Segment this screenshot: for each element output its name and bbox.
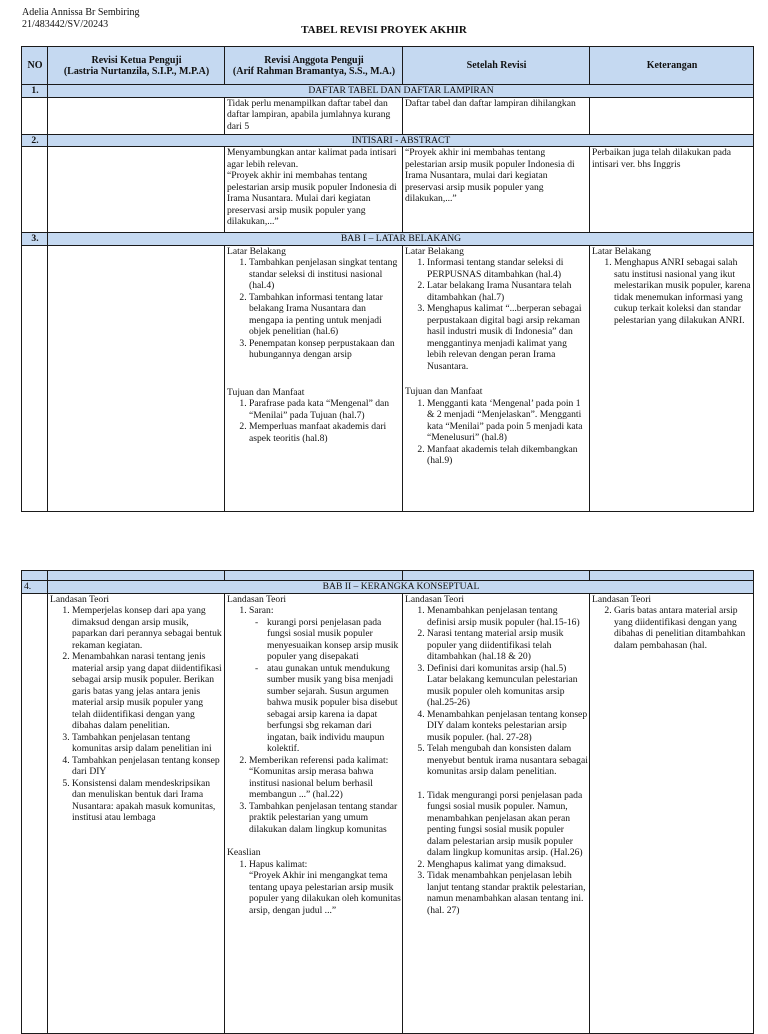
list-item: 2. Latar belakang Irama Nusantara telah ditambahkan (hal.7) (427, 280, 588, 303)
revision-table-part2 (21, 570, 754, 1034)
list-item: 5. Konsistensi dalam mendeskripsikan dan menuliskan bentuk dari Irama Nusantara: apakah masuk komunitas, institusi atau lembaga (72, 778, 223, 824)
hapus-quote: “Proyek Akhir ini mengangkat tema tentang upaya pelestarian arsip musik populer yang dilakukan oleh komunitas arsip, dengan judul ...” (249, 870, 401, 916)
section-number: 4. (22, 581, 48, 594)
header-keterangan: Keterangan (590, 47, 754, 85)
saran-list (249, 617, 401, 755)
list-item: 3. Tidak menambahkan penjelasan lebih lanjut tentang standar praktik pelestarian, namun menambahkan alasan tentang ini. (hal. 27) (427, 870, 588, 916)
anggota-cell (225, 245, 403, 511)
setelah-list-a (405, 605, 588, 778)
subheading: Tujuan dan Manfaat (227, 386, 305, 398)
section-title: INTISARI - ABSTRACT (48, 134, 754, 147)
section-number: 3. (22, 233, 48, 246)
saran-label: Saran: (249, 605, 274, 616)
keterangan-cell (590, 245, 754, 511)
setelah-cell: “Proyek akhir ini membahas tentang pelestarian arsip musik populer Indonesia di Irama Nusantara, mulai dari kegiatan preservasi arsip musik populer yang dilakukan,...” (403, 147, 590, 233)
ref-label: Memberikan referensi pada kalimat: (249, 754, 389, 766)
setelah-lb-list (405, 257, 588, 372)
list-item: 1. Menghapus ANRI sebagai salah satu institusi nasional yang ikut melestarikan musik populer, karena tidak menemukan informasi yang cukup terkait koleksi dan standar pelestarian yang dilakukan ANRI. (614, 257, 752, 326)
ketua-list (50, 605, 223, 824)
subheading: Tujuan dan Manfaat (405, 386, 483, 397)
keaslian-list (227, 859, 401, 917)
list-item: 3. Penempatan konsep perpustakaan dan hubungannya dengan arsip (249, 338, 401, 361)
list-item (249, 859, 401, 917)
setelah-cell (403, 245, 590, 511)
table-header-row (22, 47, 754, 85)
list-item: 1. Menambahkan penjelasan tentang definisi arsip musik populer (hal.15-16) (427, 605, 588, 628)
anggota-lb-list (227, 257, 401, 361)
setelah-list-b (405, 790, 588, 917)
list-item: - kurangi porsi penjelasan pada fungsi sosial musik populer menyesuaikan konsep arsip musik populer yang disepakati (267, 617, 401, 663)
table-row (22, 147, 754, 233)
revision-table-part1 (21, 46, 754, 512)
table-row (22, 245, 754, 511)
ref-quote: “Komunitas arsip merasa bahwa institusi nasional belum berhasil membangun ...” (hal.22) (249, 766, 374, 800)
list-item: 2. Narasi tentang material arsip musik populer yang diidentifikasi telah ditambahkan (hal.18 & 20) (427, 628, 588, 663)
keterangan-list (592, 257, 752, 326)
setelah-cell (403, 593, 590, 1033)
list-item: 3. Definisi dari komunitas arsip (hal.5) Latar belakang kemunculan pelestarian musik populer oleh komunitas arsip (hal.25-26) (427, 663, 588, 709)
keterangan-cell (590, 593, 754, 1033)
list-item: 3. Tambahkan penjelasan tentang komunitas arsip dalam penelitian ini (72, 732, 223, 755)
ketua-cell (48, 593, 225, 1033)
list-item: 2. Menghapus kalimat yang dimaksud. (427, 859, 588, 871)
section-number: 1. (22, 85, 48, 98)
list-item: 4. Tambahkan penjelasan tentang konsep dari DIY (72, 755, 223, 778)
header-no: NO (22, 47, 48, 85)
anggota-cell: Tidak perlu menampilkan daftar tabel dan daftar lampiran, apabila jumlahnya kurang dari 5 (225, 97, 403, 134)
keterangan-cell: Perbaikan juga telah dilakukan pada intisari ver. bhs Inggris (590, 147, 754, 233)
subheading: Landasan Teori (50, 593, 110, 605)
list-item (249, 755, 401, 801)
setelah-tm-list (405, 398, 588, 467)
list-item: 1. Parafrase pada kata “Mengenal” dan “Menilai” pada Tujuan (hal.7) (249, 398, 401, 421)
anggota-cell (225, 593, 403, 1033)
list-item: 3. Tambahkan penjelasan tentang standar praktik pelestarian yang umum dilakukan dalam lingkup komunitas (249, 801, 401, 836)
anggota-list (227, 605, 401, 835)
subheading: Keaslian (227, 847, 261, 858)
section-row-1 (22, 85, 754, 98)
subheading: Latar Belakang (592, 245, 651, 257)
list-item: 2. Garis batas antara material arsip yang diidentifikasi dengan yang dibahas di penelitian ditambahkan dalam pembahasan (hal. (614, 605, 752, 651)
list-item: 4. Menambahkan penjelasan tentang konsep DIY dalam konteks pelestarian arsip musik populer. (hal. 27-28) (427, 709, 588, 744)
list-item: 3. Menghapus kalimat “...berperan sebagai perpustakaan digital bagi arsip rekaman hasil industri musik di Indonesia” dan menggantinya menjadi kalimat yang lebih relevan dengan peran Irama Nusantara. (427, 303, 588, 372)
section-row-4 (22, 581, 754, 594)
header-anggota: Revisi Anggota Penguji (Arif Rahman Bramantya, S.S., M.A.) (225, 47, 403, 85)
subheading: Landasan Teori (405, 593, 465, 605)
section-row-2 (22, 134, 754, 147)
table-row (22, 97, 754, 134)
keterangan-list (592, 605, 752, 651)
anggota-tm-list (227, 398, 401, 444)
section-title: DAFTAR TABEL DAN DAFTAR LAMPIRAN (48, 85, 754, 98)
list-item: 1. Memperjelas konsep dari apa yang dimaksud dengan arsip musik, paparkan dari perannya sebagai bentuk rekaman kegiatan. (72, 605, 223, 651)
list-item: 1. Mengganti kata ‘Mengenal’ pada poin 1 & 2 menjadi “Menjelaskan”. Mengganti kata “Menilai” pada poin 5 menjadi kata “Menelusuri” (hal.8) (427, 398, 588, 444)
anggota-cell: Menyambungkan antar kalimat pada intisari agar lebih relevan. “Proyek akhir ini membahas tentang pelestarian arsip musik populer Indonesia di Irama Nusantara. Mulai dari kegiatan preservasi arsip musik populer yang dilakukan,...” (225, 147, 403, 233)
list-item: 1. Tidak mengurangi porsi penjelasan pada fungsi sosial musik populer. Namun, menambahkan penjelasan akan peran penting fungsi sosial musik populer dalam pelestarian arsip musik populer dalam lingkup komunitas arsip. (Hal.26) (427, 790, 588, 859)
section-number: 2. (22, 134, 48, 147)
list-item: 1. Tambahkan penjelasan singkat tentang standar seleksi di institusi nasional (hal.4) (249, 257, 401, 292)
author-name: Adelia Annissa Br Sembiring (22, 7, 140, 18)
list-item: 1. Informasi tentang standar seleksi di PERPUSNAS ditambahkan (hal.4) (427, 257, 588, 280)
subheading: Latar Belakang (405, 245, 464, 257)
list-item: 2. Menambahkan narasi tentang jenis material arsip yang dapat diidentifikasi sebagai arsip musik populer. Berikan garis batas yang jelas antara jenis material arsip musik populer yang telah diidentifikasi dengan yang dibahas dalam penelitian. (72, 651, 223, 732)
subheading: Latar Belakang (227, 245, 286, 257)
header-bar-row (22, 571, 754, 581)
list-item: - atau gunakan untuk mendukung sumber musik yang bisa menjadi sumber sejarah. Susun argumen bahwa musik populer bisa disebut sebagai arsip karena ia dapat berfungsi sbg rekaman dari ingatan, baik individu maupun kolektif. (267, 663, 401, 755)
section-row-3 (22, 233, 754, 246)
subheading: Landasan Teori (592, 593, 652, 605)
list-item (249, 605, 401, 755)
list-item: 5. Telah mengubah dan konsisten dalam menyebut bentuk irama nusantara sebagai komunitas arsip dalam penelitian. (427, 743, 588, 778)
hapus-label: Hapus kalimat: (249, 858, 308, 870)
page-title: TABEL REVISI PROYEK AKHIR (301, 24, 467, 36)
setelah-cell: Daftar tabel dan daftar lampiran dihilangkan (403, 97, 590, 134)
author-id: 21/483442/SV/20243 (22, 19, 109, 30)
table-row (22, 593, 754, 1033)
list-item: 2. Memperluas manfaat akademis dari aspek teoritis (hal.8) (249, 421, 401, 444)
header-setelah: Setelah Revisi (403, 47, 590, 85)
section-title: BAB II – KERANGKA KONSEPTUAL (48, 581, 754, 594)
list-item: 2. Tambahkan informasi tentang latar belakang Irama Nusantara dan mengapa ia penting untuk menjadi objek penelitian (hal.6) (249, 292, 401, 338)
subheading: Landasan Teori (227, 593, 287, 605)
section-title: BAB I – LATAR BELAKANG (48, 233, 754, 246)
list-item: 2. Manfaat akademis telah dikembangkan (hal.9) (427, 444, 588, 467)
header-ketua: Revisi Ketua Penguji (Lastria Nurtanzila, S.I.P., M.P.A) (48, 47, 225, 85)
